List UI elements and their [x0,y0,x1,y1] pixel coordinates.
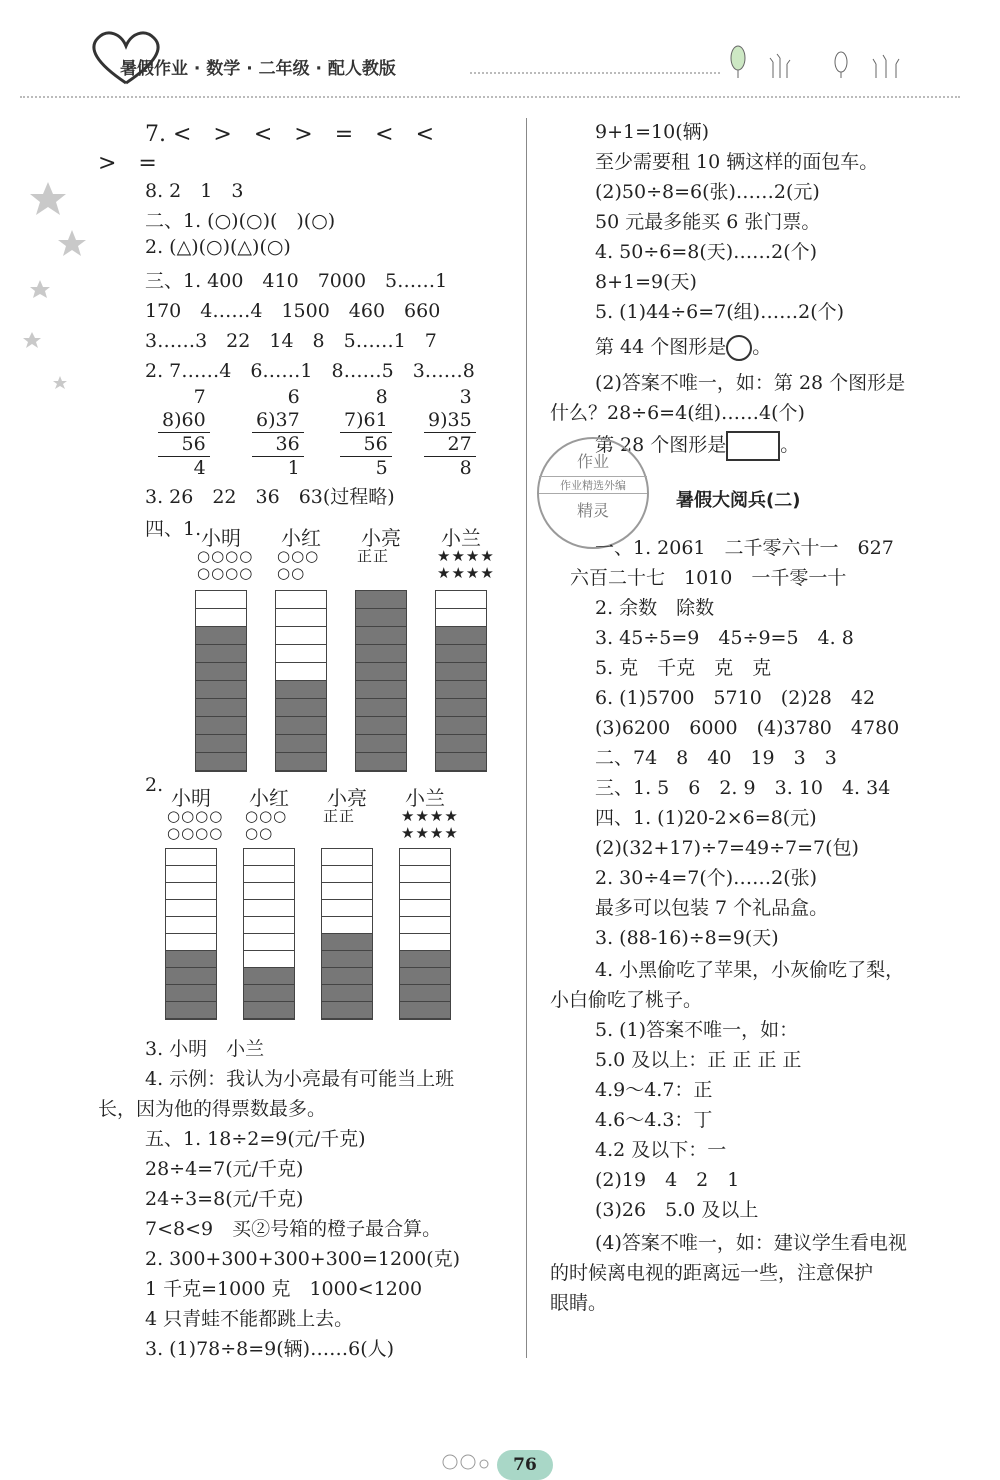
vote-bar [243,848,295,1020]
r-line-15: 3. 45÷5=9 45÷9=5 4. 8 [595,627,854,649]
r-line-6: 8+1=9(天) [595,271,697,293]
tally-marks: 正正 [357,547,390,565]
vote-bar [321,848,373,1020]
ans-5-1: 五、1. 18÷2=9(元/千克) [145,1128,366,1150]
ans-4-4: 4. 示例：我认为小亮最有可能当上班 [145,1068,455,1090]
r-line-29: 5.0 及以上：正 正 正 正 [595,1049,802,1071]
bar-cell [196,663,246,681]
header-dotted-line-2 [470,72,720,74]
bar-cell [322,883,372,900]
stars-decoration-icon [20,170,100,400]
r-line-37: 眼睛。 [550,1292,608,1314]
student-name-label: 小兰 [441,526,481,550]
r-line-28: 5. (1)答案不唯一，如： [595,1019,799,1041]
student-name-label: 小明 [201,526,241,550]
vote-bar [165,848,217,1020]
r-line-20: 三、1. 5 6 2. 9 3. 10 4. 34 [595,777,891,799]
bar-cell [276,753,326,771]
bar-cell [436,663,486,681]
bar-cell [196,645,246,663]
bar-cell [276,699,326,717]
bar-cell [322,1002,372,1019]
ans-3-1-c: 3……3 22 14 8 5……1 7 [145,330,437,352]
ans-5-1-b: 28÷4=7(元/千克) [145,1158,304,1180]
rectangle-shape-icon [726,431,780,461]
ans-3-3: 3. 26 22 36 63(过程略) [145,486,395,508]
footer-circles-icon [438,1452,498,1472]
bar-cell [436,753,486,771]
vote-bar [435,590,487,772]
bar-cell [356,753,406,771]
r-line-11-text: 第 28 个图形是 [595,434,727,456]
student-name-label: 小兰 [405,786,445,810]
bar-cell [400,849,450,866]
ans-3-1-b: 170 4……4 1500 460 660 [145,300,441,322]
bar-cell [322,985,372,1002]
bar-cell [166,1002,216,1019]
r-line-35: (4)答案不唯一，如：建议学生看电视 [595,1232,907,1254]
bar-cell [166,900,216,917]
bar-cell [436,717,486,735]
r-line-25: 3. (88-16)÷8=9(天) [595,927,779,949]
r-line-17: 6. (1)5700 5710 (2)28 42 [595,687,876,709]
r-line-23: 2. 30÷4=7(个)……2(张) [595,867,818,889]
tally-marks: ○○○○ ○○○○ [197,547,254,582]
ans-7-cont: > = [98,151,157,176]
r-line-7: 5. (1)44÷6=7(组)……2(个) [595,301,845,323]
bar-cell [244,917,294,934]
bar-cell [356,699,406,717]
bar-cell [276,663,326,681]
ans-5-3: 3. (1)78÷8=9(辆)……6(人) [145,1338,395,1360]
bar-cell [356,609,406,627]
column-divider [526,118,527,1358]
vote-bar [399,848,451,1020]
bar-cell [356,663,406,681]
bar-cell [244,1002,294,1019]
bar-cell [322,849,372,866]
vote-bar [355,590,407,772]
r-line-36: 的时候离电视的距离远一些，注意保护 [550,1262,874,1284]
ans-8: 8. 2 1 3 [145,180,244,202]
bar-cell [166,934,216,951]
bar-cell [276,645,326,663]
tree-decoration-icon [728,44,908,80]
r-line-13: 六百二十七 1010 一千零一十 [570,567,847,589]
student-name-label: 小红 [249,786,289,810]
bar-cell [196,609,246,627]
r-line-5: 4. 50÷6=8(天)……2(个) [595,241,818,263]
bar-cell [166,917,216,934]
bar-cell [196,627,246,645]
ans-4-4-cont: 长，因为他的得票数最多。 [98,1098,327,1120]
r-line-2: 至少需要租 10 辆这样的面包车。 [595,151,879,173]
ans-7: 7. < > < > = < < [145,122,435,147]
bar-cell [436,645,486,663]
bar-cell [276,735,326,753]
r-line-21: 四、1. (1)20-2×6=8(元) [595,807,817,829]
bar-cell [322,951,372,968]
bar-cell [166,866,216,883]
ans-4-1: 四、1. [145,518,202,540]
r-line-27: 小白偷吃了桃子。 [550,989,703,1011]
bar-cell [400,985,450,1002]
bar-cell [276,591,326,609]
bar-cell [244,883,294,900]
bar-cell [196,591,246,609]
r-line-33: (2)19 4 2 1 [595,1169,740,1191]
bar-cell [196,681,246,699]
bar-cell [196,699,246,717]
bar-cell [436,609,486,627]
ans-3-1: 三、1. 400 410 7000 5……1 [145,270,448,292]
r-line-1: 9+1=10(辆) [595,121,710,143]
bar-cell [436,681,486,699]
r-line-31: 4.6～4.3：丁 [595,1109,713,1131]
bar-cell [276,627,326,645]
bar-cell [436,735,486,753]
long-division-1: 7 8)60 56 4 [158,386,210,480]
bar-cell [400,968,450,985]
r-line-8: 第 44 个图形是 。 [595,332,771,361]
bar-cell [356,735,406,753]
r-line-30: 4.9～4.7：正 [595,1079,713,1101]
watermark-stamp: 作业 作业精选外编 精灵 [537,437,649,549]
bar-cell [166,968,216,985]
ans-5-2: 2. 300+300+300+300=1200(克) [145,1248,461,1270]
ans-5-2-c: 4 只青蛙不能都跳上去。 [145,1308,354,1330]
ans-4-2: 2. [145,774,164,796]
r-line-8-text: 第 44 个图形是 [595,336,727,358]
student-name-label: 小亮 [361,526,401,550]
bar-cell [244,968,294,985]
r-line-18: (3)6200 6000 (4)3780 4780 [595,717,900,739]
r-line-32: 4.2 及以下：一 [595,1139,727,1161]
r-line-19: 二、74 8 40 19 3 3 [595,747,837,769]
vote-bar [275,590,327,772]
header-title: 暑假作业 · 数学 · 二年级 · 配人教版 [120,59,396,79]
bar-cell [244,866,294,883]
ans-5-1-d: 7<8<9 买②号箱的橙子最合算。 [145,1218,442,1240]
bar-cell [322,968,372,985]
bar-cell [400,951,450,968]
student-name-label: 小亮 [327,786,367,810]
bar-cell [196,735,246,753]
ans-2-1: 二、1. (○)(○)( )(○) [145,210,336,232]
bar-cell [166,883,216,900]
r-line-24: 最多可以包装 7 个礼品盒。 [595,897,829,919]
tally-marks: 正正 [323,807,356,825]
bar-cell [322,866,372,883]
ans-4-3: 3. 小明 小兰 [145,1038,265,1060]
r-line-14: 2. 余数 除数 [595,597,715,619]
bar-cell [400,866,450,883]
student-name-label: 小明 [171,786,211,810]
circle-shape-icon [726,335,752,361]
bar-cell [166,951,216,968]
bar-cell [322,900,372,917]
bar-cell [244,934,294,951]
bar-cell [244,951,294,968]
bar-cell [356,591,406,609]
vote-bar [195,590,247,772]
bar-cell [196,717,246,735]
bar-cell [400,883,450,900]
student-name-label: 小红 [281,526,321,550]
bar-cell [322,934,372,951]
long-division-3: 8 7)61 56 5 [340,386,392,480]
bar-cell [356,681,406,699]
long-division-4: 3 9)35 27 8 [424,386,476,480]
ans-2-2: 2. (△)(○)(△)(○) [145,236,291,258]
header-dotted-line [20,96,960,98]
tally-marks: ★★★★ ★★★★ [437,547,495,582]
bar-cell [400,917,450,934]
bar-cell [356,717,406,735]
tally-marks: ○○○ ○○ [277,547,320,582]
long-division-2: 6 6)37 36 1 [252,386,304,480]
ans-3-2: 2. 7……4 6……1 8……5 3……8 [145,360,475,382]
r-line-12: 一、1. 2061 二千零六十一 627 [595,537,894,559]
bar-cell [276,681,326,699]
tally-marks: ○○○ ○○ [245,807,288,842]
bar-cell [436,699,486,717]
bar-cell [196,753,246,771]
bar-cell [436,591,486,609]
tally-marks: ○○○○ ○○○○ [167,807,224,842]
bar-cell [244,849,294,866]
r-line-3: (2)50÷8=6(张)……2(元) [595,181,820,203]
ans-5-1-c: 24÷3=8(元/千克) [145,1188,304,1210]
bar-cell [276,717,326,735]
bar-cell [244,985,294,1002]
r-line-22: (2)(32+17)÷7=49÷7=7(包) [595,837,859,859]
r-line-16: 5. 克 千克 克 克 [595,657,772,679]
ans-5-2-b: 1 千克=1000 克 1000<1200 [145,1278,423,1300]
bar-cell [356,627,406,645]
page-number: 76 [497,1450,553,1480]
bar-cell [276,609,326,627]
r-line-4: 50 元最多能买 6 张门票。 [595,211,821,233]
r-line-10: 什么？28÷6=4(组)……4(个) [550,402,805,424]
r-line-11: 第 28 个图形是 。 [595,430,799,461]
r-line-34: (3)26 5.0 及以上 [595,1199,759,1221]
section-title-2: 暑假大阅兵(二) [676,490,801,511]
bar-cell [244,900,294,917]
tally-bar-chart-1 [195,522,515,772]
bar-cell [356,645,406,663]
r-line-26: 4. 小黑偷吃了苹果，小灰偷吃了梨， [595,959,905,981]
bar-cell [436,627,486,645]
bar-cell [322,917,372,934]
bar-cell [166,849,216,866]
bar-cell [166,985,216,1002]
bar-cell [400,934,450,951]
tally-bar-chart-2 [165,782,505,1022]
tally-marks: ★★★★ ★★★★ [401,807,459,842]
bar-cell [400,1002,450,1019]
r-line-9: (2)答案不唯一，如：第 28 个图形是 [595,372,906,394]
bar-cell [400,900,450,917]
